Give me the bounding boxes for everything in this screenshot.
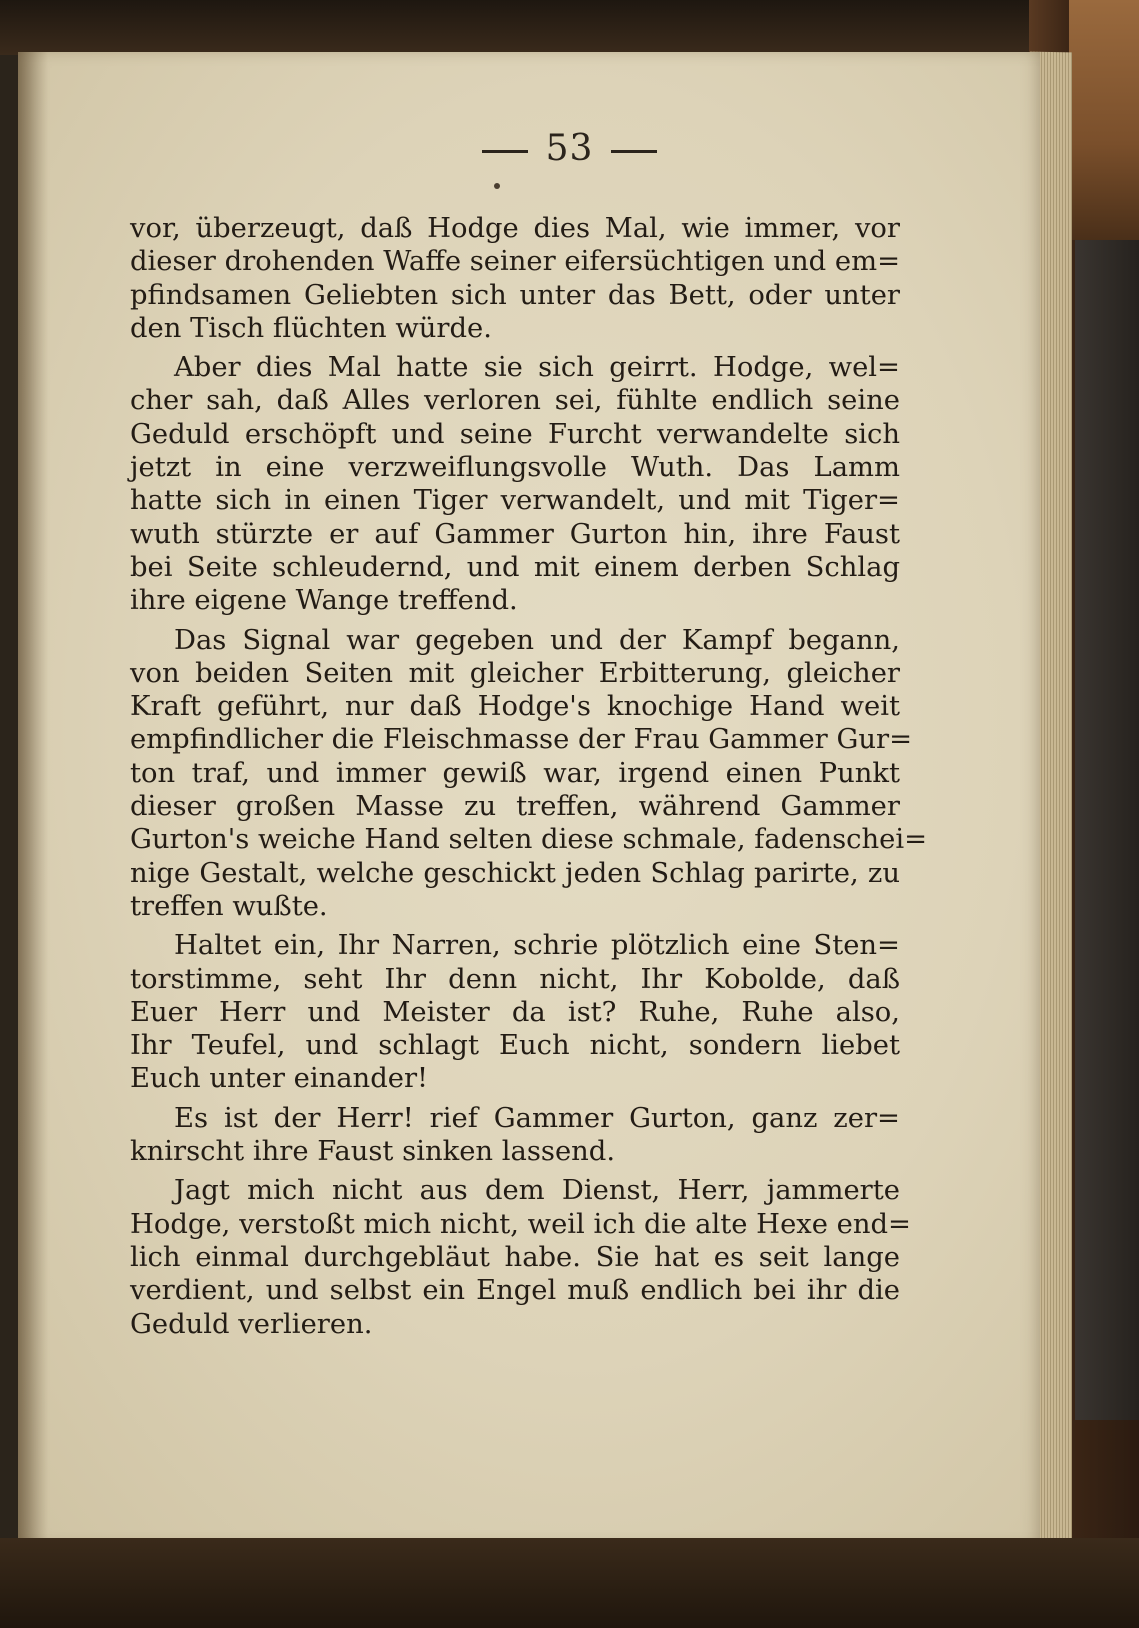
book-cover-bottom: [0, 1538, 1139, 1628]
text-line: dieser drohenden Waffe seiner eifersüchtigen und em=: [130, 246, 901, 278]
text-line: Hodge, verstoßt mich nicht, weil ich die alte Hexe end=: [130, 1208, 911, 1240]
text-line: Es ist der Herr! rief Gammer Gurton, ganz zer=: [174, 1102, 900, 1134]
text-line: Geduld erschöpft und seine Furcht verwandelte sich: [130, 418, 900, 450]
text-line: vor, überzeugt, daß Hodge dies Mal, wie immer, vor: [130, 213, 900, 244]
header-dash-right: [611, 150, 657, 153]
text-line: verdient, und selbst ein Engel muß endlich bei ihr die: [130, 1275, 900, 1307]
page-number: 53: [545, 128, 594, 169]
text-line: Das Signal war gegeben und der Kampf begann,: [174, 624, 900, 656]
text-line: knirscht ihre Faust sinken lassend.: [130, 1136, 616, 1168]
text-line: Euch unter einander!: [130, 1063, 429, 1095]
text-line: Haltet ein, Ihr Narren, schrie plötzlich eine Sten=: [174, 930, 900, 962]
printer-dot: [494, 183, 500, 189]
text-line: wuth stürzte er auf Gammer Gurton hin, ihre Faust: [130, 518, 900, 550]
cover-leather-edge: [1069, 0, 1139, 240]
text-line: Aber dies Mal hatte sie sich geirrt. Hodge, wel=: [174, 352, 900, 384]
text-line: bei Seite schleudernd, und mit einem derben Schlag: [130, 551, 900, 583]
text-line: Euer Herr und Meister da ist? Ruhe, Ruhe also,: [130, 996, 900, 1028]
text-line: von beiden Seiten mit gleicher Erbitterung, gleicher: [130, 657, 900, 689]
text-line: nige Gestalt, welche geschickt jeden Schlag parirte, zu: [130, 857, 900, 889]
body-text: [130, 212, 928, 1341]
text-line: den Tisch flüchten würde.: [130, 312, 492, 344]
gutter-shadow: [18, 52, 48, 1544]
text-line: Gurton's weiche Hand selten diese schmale, fadenschei=: [130, 824, 928, 856]
text-line: dieser großen Masse zu treffen, während Gammer: [130, 791, 900, 823]
page-number-header: [0, 128, 1139, 169]
text-line: Kraft geführt, nur daß Hodge's knochige Hand weit: [130, 691, 900, 723]
text-line: Jagt mich nicht aus dem Dienst, Herr, jammerte: [174, 1175, 900, 1207]
text-line: treffen wußte.: [130, 890, 328, 922]
text-line: Geduld verlieren.: [130, 1308, 373, 1340]
book-cover-top: [0, 0, 1139, 55]
text-line: hatte sich in einen Tiger verwandelt, und mit Tiger=: [130, 485, 900, 517]
text-line: lich einmal durchgebläut habe. Sie hat es seit lange: [130, 1241, 900, 1273]
text-line: pfindsamen Geliebten sich unter das Bett, oder unter: [130, 279, 900, 311]
text-line: jetzt in eine verzweiflungsvolle Wuth. Das Lamm: [130, 452, 900, 484]
text-line: ton traf, und immer gewiß war, irgend einen Punkt: [130, 757, 900, 789]
cover-dark-patch: [1075, 240, 1139, 1420]
text-line: torstimme, seht Ihr denn nicht, Ihr Kobolde, daß: [130, 963, 900, 995]
text-line: Ihr Teufel, und schlagt Euch nicht, sondern liebet: [130, 1030, 900, 1062]
text-line: empfindlicher die Fleischmasse der Frau Gammer Gur=: [130, 724, 913, 756]
header-dash-left: [482, 150, 528, 153]
text-line: ihre eigene Wange treffend.: [130, 585, 518, 617]
text-line: cher sah, daß Alles verloren sei, fühlte endlich seine: [130, 385, 900, 417]
